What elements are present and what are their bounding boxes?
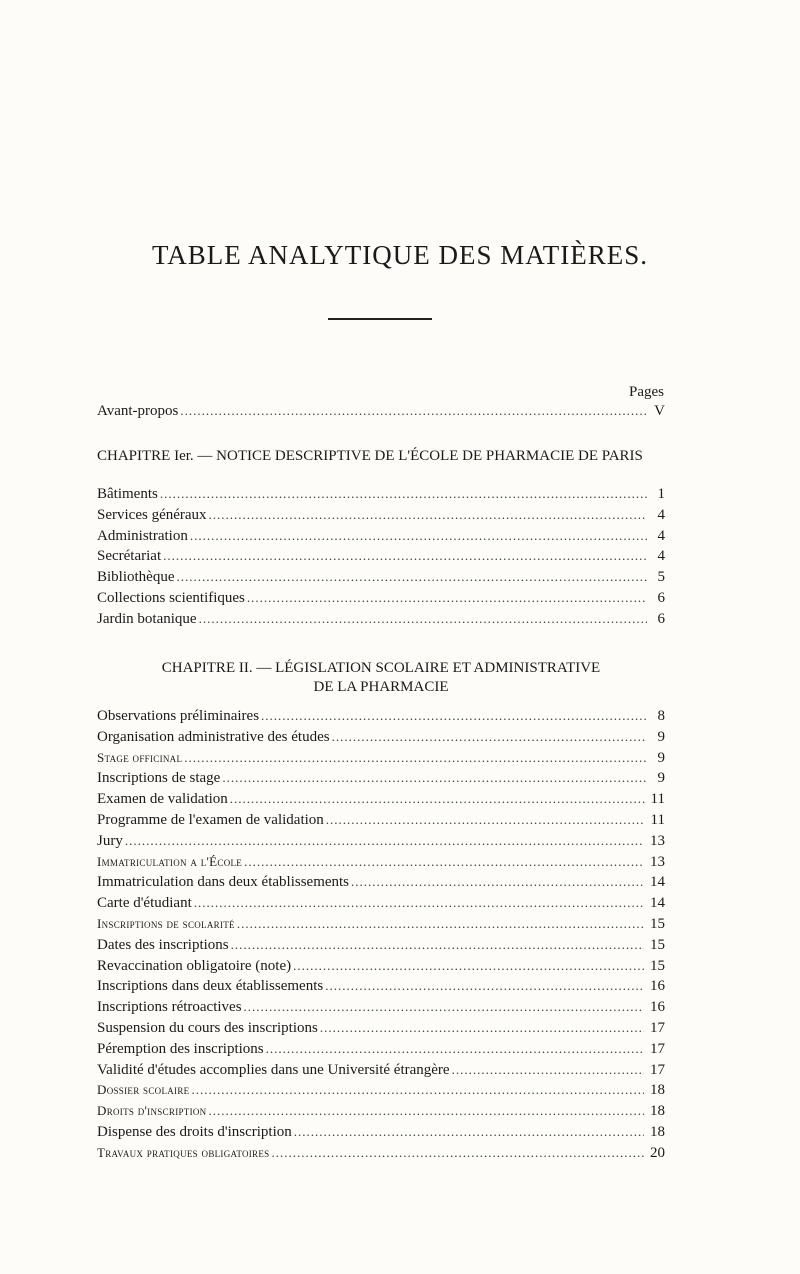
leader-dots	[326, 810, 645, 830]
toc-entry-label: Droits d'inscription	[97, 1103, 207, 1119]
toc-entry[interactable]	[97, 956, 665, 976]
toc-entry-label: Carte d'étudiant	[97, 895, 192, 912]
toc-entry-page: V	[654, 403, 665, 419]
toc-entry-label: Examen de validation	[97, 791, 228, 808]
chapter-2-heading-line2: DE LA PHARMACIE	[313, 679, 449, 695]
toc-entry[interactable]	[97, 546, 665, 566]
toc-entry[interactable]	[97, 1143, 665, 1163]
toc-entry[interactable]	[97, 1060, 665, 1080]
leader-dots	[191, 1080, 644, 1100]
leader-dots	[247, 588, 647, 608]
toc-entry-page: 6	[657, 610, 665, 627]
toc-entry[interactable]	[97, 1080, 665, 1100]
toc-entry-label: Administration	[97, 527, 188, 544]
leader-dots	[125, 831, 644, 851]
toc-entry[interactable]	[97, 1018, 665, 1038]
toc-entry[interactable]	[97, 768, 665, 788]
toc-entry-label: Travaux pratiques obligatoires	[97, 1144, 270, 1160]
toc-entry[interactable]	[97, 1039, 665, 1059]
toc-entry-label: Inscriptions de stage	[97, 770, 221, 787]
toc-entry-page: 1	[657, 486, 665, 502]
leader-dots	[261, 706, 647, 726]
toc-entry[interactable]	[97, 976, 665, 996]
toc-entry-page: 14	[650, 895, 665, 912]
leader-dots	[271, 1143, 644, 1163]
toc-entry[interactable]	[97, 852, 665, 872]
toc-entry[interactable]	[97, 588, 665, 608]
toc-entry[interactable]	[97, 727, 665, 747]
toc-entry-label: Immatriculation dans deux établissements	[97, 874, 350, 891]
toc-entry-label: Jury	[97, 832, 123, 849]
toc-entry-label: Suspension du cours des inscriptions	[97, 1020, 318, 1036]
toc-entry-page: 17	[650, 1061, 665, 1078]
toc-entry-label: Secrétariat	[97, 548, 162, 565]
toc-entry-label: Revaccination obligatoire (note)	[97, 957, 292, 974]
leader-dots	[266, 1039, 644, 1059]
toc-entry-label: Bâtiments	[97, 486, 158, 502]
toc-entry[interactable]	[97, 484, 665, 504]
toc-entry-page: 17	[650, 1040, 665, 1057]
toc-entry-page: 13	[650, 832, 665, 849]
toc-entry-label: Inscriptions rétroactives	[97, 999, 242, 1016]
toc-entry-label: Programme de l'examen de validation	[97, 812, 324, 828]
toc-entry-page: 16	[650, 999, 665, 1016]
toc-entry-label: Validité d'études accomplies dans une Université étrangère	[97, 1061, 450, 1078]
toc-entry-page: 9	[657, 770, 665, 787]
leader-dots	[222, 768, 647, 788]
toc-entry-label: Avant-propos	[97, 403, 179, 419]
toc-entry-page: 6	[657, 590, 665, 606]
toc-entry-label: Dossier scolaire	[97, 1082, 190, 1098]
toc-entry[interactable]	[97, 1122, 665, 1142]
leader-dots	[351, 872, 644, 892]
toc-entry[interactable]	[97, 505, 665, 525]
chapter-1-heading: CHAPITRE Ier. — NOTICE DESCRIPTIVE DE L'ÉCOLE DE PHARMACIE DE PARIS	[97, 448, 643, 464]
chapter-2-heading-line1: CHAPITRE II. — LÉGISLATION SCOLAIRE ET ADMINISTRATIVE	[161, 660, 601, 676]
toc-entry-page: 15	[650, 916, 665, 932]
toc-entry-label: Services généraux	[97, 506, 207, 523]
leader-dots	[199, 609, 647, 629]
leader-dots	[177, 567, 648, 587]
toc-entry-label: Stage officinal	[97, 749, 183, 765]
leader-dots	[180, 401, 647, 421]
toc-entry[interactable]	[97, 893, 665, 913]
toc-entry-page: 18	[650, 1124, 665, 1140]
toc-entry-intro[interactable]	[97, 401, 665, 421]
toc-entry-label: Observations préliminaires	[97, 708, 260, 724]
toc-entry-page: 8	[657, 708, 665, 724]
leader-dots	[160, 484, 647, 504]
leader-dots	[325, 976, 644, 996]
toc-entry-page: 18	[650, 1082, 665, 1099]
leader-dots	[244, 997, 644, 1017]
toc-entry-page: 4	[657, 506, 665, 523]
toc-entry-label: Dispense des droits d'inscription	[97, 1124, 292, 1140]
leader-dots	[244, 852, 644, 872]
leader-dots	[209, 1101, 645, 1121]
toc-entry-label: Péremption des inscriptions	[97, 1040, 264, 1057]
toc-entry-page: 16	[650, 978, 665, 995]
toc-entry-label: Inscriptions dans deux établissements	[97, 978, 324, 995]
leader-dots	[320, 1018, 644, 1038]
toc-entry-page: 15	[650, 957, 665, 974]
toc-entry-page: 4	[657, 548, 665, 565]
leader-dots	[231, 935, 644, 955]
toc-entry-label: Collections scientifiques	[97, 590, 245, 606]
leader-dots	[293, 956, 644, 976]
toc-entry-label: Organisation administrative des études	[97, 728, 330, 745]
toc-entry[interactable]	[97, 810, 665, 830]
toc-entry[interactable]	[97, 914, 665, 934]
toc-entry[interactable]	[97, 1101, 665, 1121]
toc-entry-page: 9	[657, 749, 665, 766]
toc-entry-page: 18	[650, 1103, 665, 1120]
toc-entry-label: Dates des inscriptions	[97, 936, 229, 953]
toc-entry-label: Bibliothèque	[97, 569, 175, 586]
toc-entry-page: 11	[650, 812, 665, 828]
toc-entry-label: Immatriculation a l'École	[97, 853, 243, 869]
toc-entry-page: 9	[657, 728, 665, 745]
toc-entry[interactable]	[97, 567, 665, 587]
toc-entry[interactable]	[97, 706, 665, 726]
leader-dots	[332, 727, 647, 747]
toc-entry[interactable]	[97, 789, 665, 809]
toc-entry-page: 13	[650, 853, 665, 870]
pages-column-label: Pages	[629, 384, 664, 400]
toc-entry[interactable]	[97, 997, 665, 1017]
leader-dots	[237, 914, 644, 934]
toc-entry-page: 20	[650, 1144, 665, 1161]
toc-entry-page: 4	[657, 527, 665, 544]
toc-entry[interactable]	[97, 872, 665, 892]
toc-entry[interactable]	[97, 831, 665, 851]
toc-entry-label: Inscriptions de scolarité	[97, 916, 235, 931]
page-title: TABLE ANALYTIQUE DES MATIÈRES.	[151, 240, 649, 270]
toc-entry-page: 5	[657, 569, 665, 586]
toc-entry-label: Jardin botanique	[97, 610, 197, 627]
leader-dots	[163, 546, 647, 566]
toc-entry-page: 17	[650, 1020, 665, 1036]
leader-dots	[452, 1060, 644, 1080]
title-rule	[328, 318, 432, 320]
leader-dots	[294, 1122, 644, 1142]
toc-entry[interactable]	[97, 935, 665, 955]
leader-dots	[184, 748, 647, 768]
toc-entry-page: 11	[650, 791, 665, 808]
leader-dots	[194, 893, 644, 913]
leader-dots	[230, 789, 645, 809]
leader-dots	[209, 505, 647, 525]
toc-entry-page: 15	[650, 936, 665, 953]
toc-entry[interactable]	[97, 526, 665, 546]
toc-entry[interactable]	[97, 748, 665, 768]
toc-entry-page: 14	[650, 874, 665, 891]
leader-dots	[190, 526, 647, 546]
toc-entry[interactable]	[97, 609, 665, 629]
